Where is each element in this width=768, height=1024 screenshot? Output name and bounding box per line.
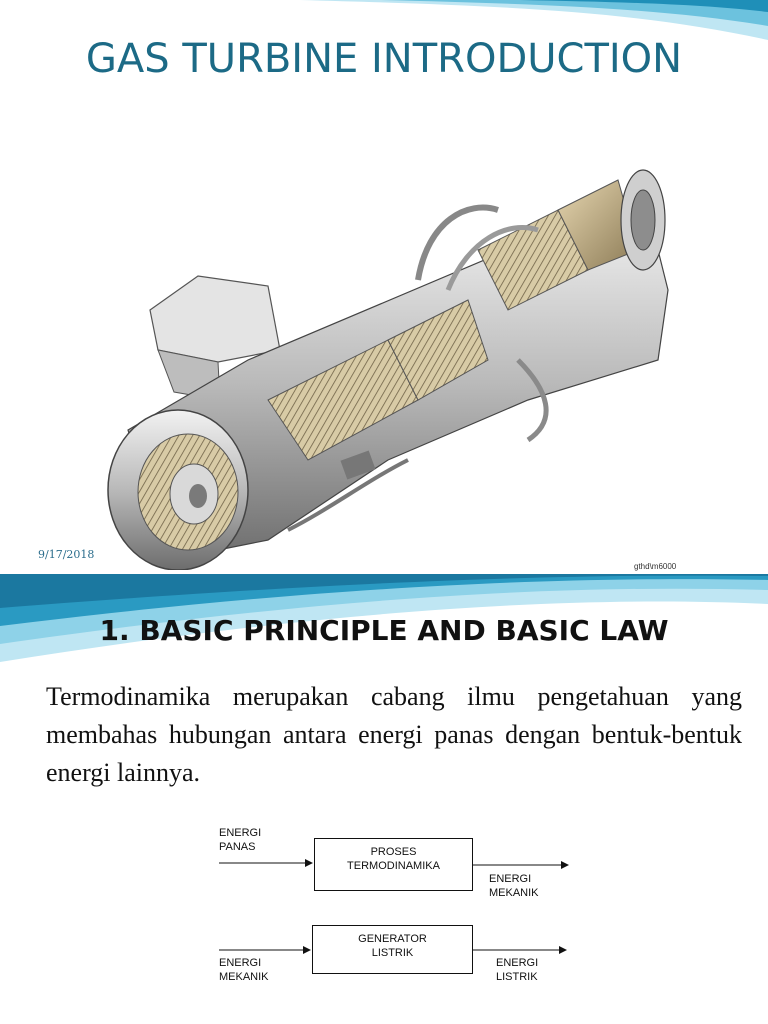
slide-title: GAS TURBINE INTRODUCTION [85, 36, 683, 82]
slide-title: 1. BASIC PRINCIPLE AND BASIC LAW [99, 614, 669, 647]
row2-output-label: ENERGI LISTRIK [496, 957, 539, 983]
row2-input-label: ENERGI MEKANIK [219, 957, 269, 983]
slide-date: 9/17/2018 [38, 548, 95, 561]
slide-basic-principle [0, 574, 768, 1024]
slide-footer: gthd\m6000 [634, 562, 677, 571]
gas-turbine-cutaway-icon [88, 100, 684, 570]
body-paragraph: Termodinamika merupakan cabang ilmu pengetahuan yang membahas hubungan antara energi panas dengan bentuk-bentuk energi lainnya. [46, 682, 742, 787]
row2-generator-box: GENERATOR LISTRIK [312, 925, 473, 974]
energy-flow-diagram [0, 814, 768, 1024]
row1-input-label: ENERGI PANAS [219, 827, 262, 853]
row1-output-label: ENERGI MEKANIK [489, 873, 539, 899]
row1-process-box: PROSES TERMODINAMIKA [314, 838, 473, 891]
